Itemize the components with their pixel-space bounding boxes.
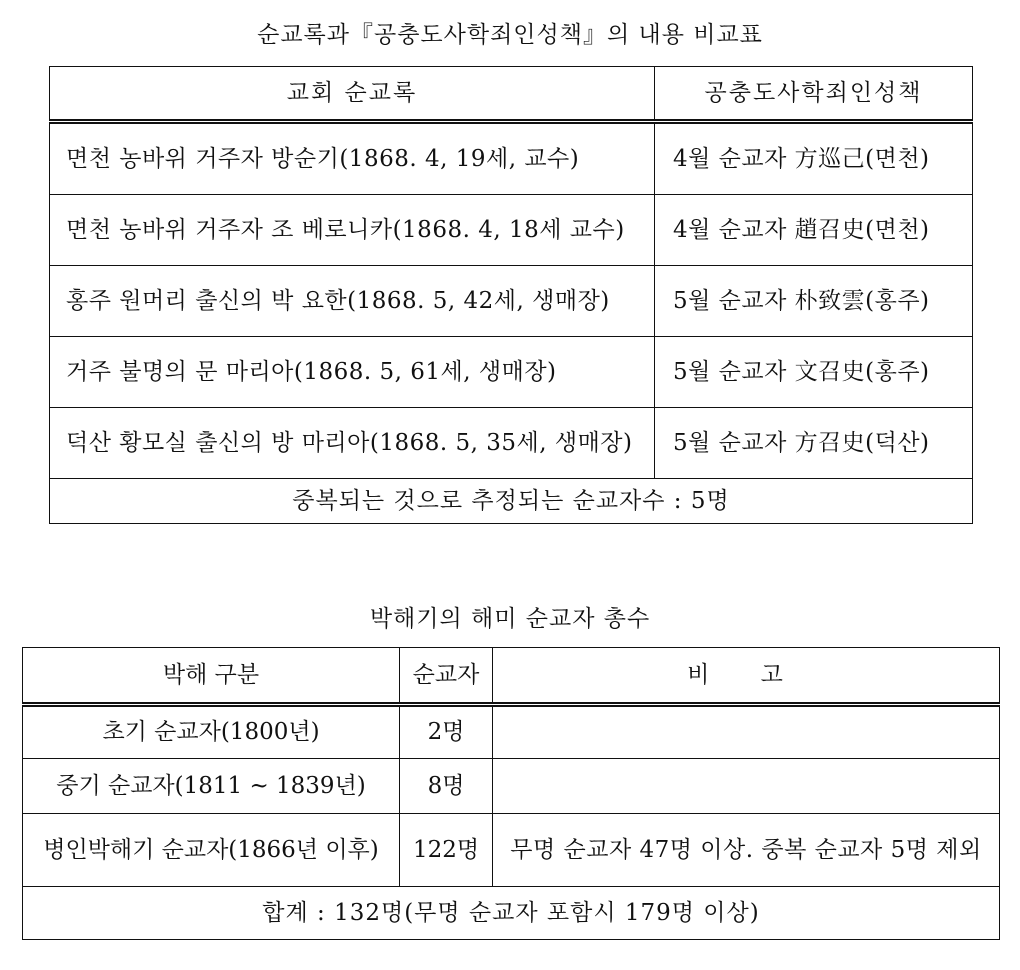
government-record-cell: 5월 순교자 文召史(홍주) xyxy=(655,337,973,408)
martyr-total-table xyxy=(22,647,1000,940)
table-row xyxy=(23,814,1000,887)
church-record-cell: 홍주 원머리 출신의 박 요한(1868. 5, 42세, 생매장) xyxy=(50,266,655,337)
table-footer-row xyxy=(23,887,1000,940)
table-row xyxy=(23,759,1000,814)
header-note xyxy=(493,648,1000,705)
church-record-cell: 거주 불명의 문 마리아(1868. 5, 61세, 생매장) xyxy=(50,337,655,408)
table-row xyxy=(23,705,1000,759)
note-cell xyxy=(493,759,1000,814)
government-record-cell: 5월 순교자 朴致雲(홍주) xyxy=(655,266,973,337)
header-persecution-period: 박해 구분 xyxy=(23,648,400,705)
count-cell: 8명 xyxy=(400,759,493,814)
table-header-row xyxy=(50,67,973,122)
note-cell xyxy=(493,705,1000,759)
government-record-cell: 4월 순교자 方巡己(면천) xyxy=(655,122,973,195)
table-row xyxy=(50,408,973,479)
period-cell: 초기 순교자(1800년) xyxy=(23,705,400,759)
duplicate-count-summary: 중복되는 것으로 추정되는 순교자수 : 5명 xyxy=(50,479,973,524)
table-row xyxy=(50,266,973,337)
period-cell: 병인박해기 순교자(1866년 이후) xyxy=(23,814,400,887)
comparison-table xyxy=(49,66,973,524)
period-cell: 중기 순교자(1811 ~ 1839년) xyxy=(23,759,400,814)
header-martyr-count: 순교자 xyxy=(400,648,493,705)
total-summary: 합계 : 132명(무명 순교자 포함시 179명 이상) xyxy=(23,887,1000,940)
count-cell: 122명 xyxy=(400,814,493,887)
table-header-row xyxy=(23,648,1000,705)
table-row xyxy=(50,195,973,266)
header-church-record: 교회 순교록 xyxy=(50,67,655,122)
table2-title: 박해기의 해미 순교자 총수 xyxy=(369,606,651,632)
table1-title: 순교록과『공충도사학죄인성책』의 내용 비교표 xyxy=(257,22,763,48)
count-cell: 2명 xyxy=(400,705,493,759)
header-note-label: 비 고 xyxy=(687,661,805,688)
church-record-cell: 면천 농바위 거주자 방순기(1868. 4, 19세, 교수) xyxy=(50,122,655,195)
table-footer-row xyxy=(50,479,973,524)
table-row xyxy=(50,337,973,408)
note-cell: 무명 순교자 47명 이상. 중복 순교자 5명 제외 xyxy=(493,814,1000,887)
government-record-cell: 4월 순교자 趙召史(면천) xyxy=(655,195,973,266)
church-record-cell: 면천 농바위 거주자 조 베로니카(1868. 4, 18세 교수) xyxy=(50,195,655,266)
government-record-cell: 5월 순교자 方召史(덕산) xyxy=(655,408,973,479)
church-record-cell: 덕산 황모실 출신의 방 마리아(1868. 5, 35세, 생매장) xyxy=(50,408,655,479)
table-row xyxy=(50,122,973,195)
header-government-record: 공충도사학죄인성책 xyxy=(655,67,973,122)
